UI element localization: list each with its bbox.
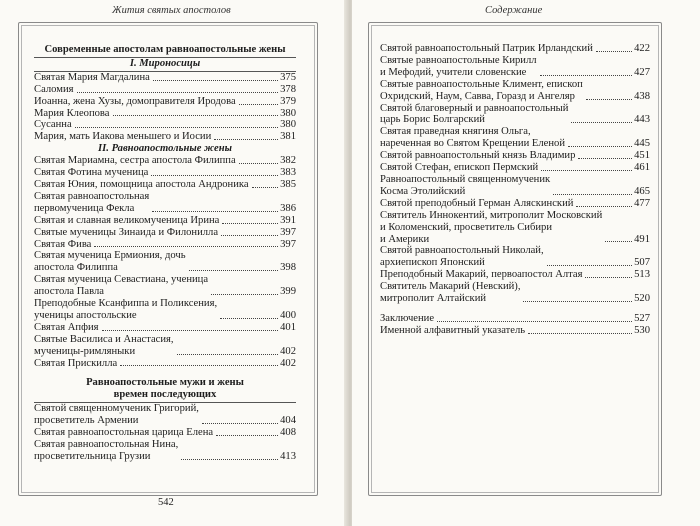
toc-entry xyxy=(34,96,296,108)
dot-leader xyxy=(576,206,632,207)
toc-entry-line: Святые равноапостольные Климент, епископ xyxy=(380,78,583,90)
dot-leader xyxy=(221,235,278,236)
toc-entry xyxy=(34,119,296,131)
toc-entry-line: Святой равноапостольный князь Владимир xyxy=(380,150,576,162)
toc-entry-page: 404 xyxy=(280,415,296,427)
running-head-right: Содержание xyxy=(485,5,543,16)
toc-entry-title xyxy=(34,131,211,143)
toc-entry-page: 527 xyxy=(634,312,650,324)
toc-entry-page: 379 xyxy=(280,95,296,107)
page-number: 542 xyxy=(158,497,174,508)
dot-leader xyxy=(94,246,278,247)
toc-entry xyxy=(380,174,650,198)
toc-entry-page: 380 xyxy=(280,119,296,131)
dot-leader xyxy=(152,211,278,212)
toc-entry-title xyxy=(34,250,186,274)
toc-entry-title xyxy=(380,174,550,198)
toc-entry xyxy=(34,427,296,439)
toc-entry-page: 461 xyxy=(634,162,650,174)
toc-entry xyxy=(380,198,650,210)
toc-entry xyxy=(380,313,650,325)
section-title: Современные апостолам равноапостольные жены xyxy=(44,44,286,55)
dot-leader xyxy=(77,92,279,93)
toc-entry xyxy=(34,298,296,322)
dot-leader xyxy=(75,127,278,128)
dot-leader xyxy=(578,158,632,159)
toc-entry-page: 477 xyxy=(634,197,650,209)
toc-entry-page: 422 xyxy=(634,43,650,54)
toc-entry-page: 383 xyxy=(280,167,296,179)
toc-entry-title xyxy=(380,210,602,246)
toc-entry-line: Мария, мать Иакова меньшего и Иосии xyxy=(34,131,212,143)
toc-entry-line: Святитель Макарий (Невский), xyxy=(380,281,521,293)
toc-entry-title xyxy=(34,72,150,84)
toc-entry-line: Святая мученица Ермиония, дочь xyxy=(34,250,186,262)
toc-entry-page: 380 xyxy=(280,107,296,119)
toc-entry-page: 397 xyxy=(280,226,296,238)
toc-group-equal-apostles xyxy=(34,155,296,369)
dot-leader xyxy=(102,330,279,331)
toc-entry xyxy=(34,439,296,463)
dot-leader xyxy=(202,423,278,424)
toc-entry-title xyxy=(34,179,249,191)
toc-entry-line: Святая равноапостольная Нина, xyxy=(34,439,179,450)
toc-entry-page: 402 xyxy=(280,345,296,357)
dot-leader xyxy=(540,75,633,76)
toc-entry-line: Святая Мариамна, сестра апостола Филиппа xyxy=(34,155,236,167)
toc-entry-title xyxy=(34,322,99,334)
toc-entry-title xyxy=(380,281,520,305)
toc-entry-line: Святой равноапостольный Николай, xyxy=(380,245,544,257)
toc-entry xyxy=(380,281,650,305)
toc-entry-line: Святой равноапостольный Патрик Ирландский xyxy=(380,43,593,54)
toc-entry-page: 400 xyxy=(280,309,296,321)
toc-entry-title xyxy=(34,227,218,239)
right-page xyxy=(352,0,700,526)
toc-entry-title xyxy=(34,215,219,227)
toc-entry-line: архиепископ Японский xyxy=(380,257,485,269)
toc-group-back-matter xyxy=(380,313,650,337)
toc-entry-line: Святая Юния, помощница апостола Андроника xyxy=(34,178,249,190)
toc-entry-line: Святые равноапостольные Кирилл xyxy=(380,54,537,66)
left-page xyxy=(0,0,348,526)
toc-entry-line: Святой благоверный и равноапостольный xyxy=(380,102,569,114)
toc-entry-page: 507 xyxy=(634,257,650,269)
dot-leader xyxy=(547,265,632,266)
toc-group-later xyxy=(34,403,296,463)
dot-leader xyxy=(239,163,278,164)
toc-entry xyxy=(34,403,296,427)
toc-entry-title xyxy=(34,119,72,131)
toc-entry-page: 399 xyxy=(280,286,296,298)
running-head-left: Жития святых апостолов xyxy=(112,5,231,16)
toc-entry-title xyxy=(34,403,199,427)
toc-entry-line: Святые мученицы Зинаида и Филонилла xyxy=(34,226,219,238)
toc-group-right xyxy=(380,43,650,305)
subsection-title-1: I. Мироносицы xyxy=(129,57,201,69)
toc-entry-title xyxy=(380,245,544,269)
toc-entry-line: мученицы-римляныки xyxy=(34,345,136,357)
toc-entry-line: Преподобный Макарий, первоапостол Алтая xyxy=(380,269,583,281)
toc-entry-page: 397 xyxy=(280,238,296,250)
toc-entry xyxy=(34,167,296,179)
toc-entry-title xyxy=(380,55,537,79)
toc-entry-line: Святитель Иннокентий, митрополит Московский xyxy=(380,209,603,221)
toc-entry-line: Равноапостольный священномученик xyxy=(380,173,551,185)
dot-leader xyxy=(222,223,278,224)
toc-entry-page: 438 xyxy=(634,90,650,102)
toc-entry-line: Охридский, Наум, Савва, Горазд и Ангеляр xyxy=(380,90,575,102)
toc-entry-page: 520 xyxy=(634,293,650,305)
toc-entry xyxy=(380,162,650,174)
toc-entry-line: Косма Этолийский xyxy=(380,185,466,197)
toc-entry-title xyxy=(380,198,573,210)
toc-entry-title xyxy=(380,269,582,281)
toc-entry-page: 530 xyxy=(634,324,650,336)
toc-entry-page: 402 xyxy=(280,357,296,369)
toc-entry xyxy=(380,126,650,150)
toc-entry xyxy=(34,84,296,96)
toc-entry-page: 382 xyxy=(280,155,296,167)
toc-entry-title xyxy=(34,155,236,167)
dot-leader xyxy=(151,175,278,176)
toc-entry-title xyxy=(380,103,568,127)
toc-entry-title xyxy=(34,108,110,120)
toc-right xyxy=(380,43,650,337)
toc-entry-title xyxy=(380,313,434,325)
toc-entry-title xyxy=(34,274,208,298)
toc-entry-line: Святые Василиса и Анастасия, xyxy=(34,333,174,345)
toc-entry-page: 465 xyxy=(634,185,650,197)
toc-entry-page: 445 xyxy=(634,138,650,150)
subsection-title-2: II. Равноапостольные жены xyxy=(98,143,232,155)
toc-entry xyxy=(34,334,296,358)
dot-leader xyxy=(214,139,278,140)
toc-entry xyxy=(380,325,650,337)
toc-entry xyxy=(380,245,650,269)
toc-entry-line: нареченная во Святом Крещении Еленой xyxy=(380,138,565,150)
toc-entry-title xyxy=(34,191,149,215)
toc-entry-page: 443 xyxy=(634,114,650,126)
toc-entry-line: Иоанна, жена Хузы, домоправителя Иродова xyxy=(34,95,236,107)
dot-leader xyxy=(596,51,632,52)
toc-entry-line: Святая равноапостольная царица Елена xyxy=(34,427,214,439)
toc-entry-title xyxy=(34,84,74,96)
toc-entry-line: Святая Фотина мученица xyxy=(34,167,149,179)
section-title-2-line-1: Равноапостольные мужи и жены xyxy=(86,377,244,389)
toc-entry xyxy=(380,150,650,162)
dot-leader xyxy=(211,294,278,295)
toc-entry-line: ученицы апостольские xyxy=(34,309,137,321)
toc-entry-page: 385 xyxy=(280,178,296,190)
toc-entry xyxy=(380,43,650,55)
dot-leader xyxy=(220,318,278,319)
toc-entry xyxy=(34,191,296,215)
toc-entry xyxy=(34,358,296,370)
dot-leader xyxy=(586,99,632,100)
dot-leader xyxy=(239,104,278,105)
toc-entry-page: 427 xyxy=(634,66,650,78)
toc-entry-line: Заключение xyxy=(380,312,435,324)
dot-leader xyxy=(585,277,632,278)
toc-entry-page: 451 xyxy=(634,150,650,162)
toc-entry-page: 378 xyxy=(280,83,296,95)
toc-left xyxy=(34,44,296,463)
dot-leader xyxy=(553,194,632,195)
toc-entry xyxy=(34,155,296,167)
dot-leader xyxy=(177,354,279,355)
toc-entry xyxy=(34,131,296,143)
toc-entry-line: Мария Клеопова xyxy=(34,107,110,119)
toc-entry-page: 398 xyxy=(280,262,296,274)
toc-entry xyxy=(380,55,650,79)
toc-entry-line: Святая Апфия xyxy=(34,321,99,333)
toc-entry-page: 391 xyxy=(280,214,296,226)
toc-entry-title xyxy=(380,325,525,337)
toc-entry-page: 381 xyxy=(280,131,296,143)
dot-leader xyxy=(181,459,278,460)
section-title-2 xyxy=(34,377,296,401)
toc-entry-title xyxy=(34,427,213,439)
toc-entry xyxy=(380,79,650,103)
toc-entry-page: 401 xyxy=(280,321,296,333)
toc-entry-line: Преподобные Ксанфиппа и Поликсения, xyxy=(34,298,218,310)
toc-entry-title xyxy=(34,334,174,358)
toc-entry-page: 413 xyxy=(280,450,296,462)
dot-leader xyxy=(605,241,632,242)
dot-leader xyxy=(216,435,278,436)
toc-entry-line: первомученица Фекла xyxy=(34,202,135,214)
toc-entry xyxy=(34,215,296,227)
toc-entry-line: просветитель Армении xyxy=(34,415,139,427)
dot-leader xyxy=(153,80,278,81)
toc-entry-line: Святая праведная княгиня Ольга, xyxy=(380,126,531,138)
toc-entry-line: Святая Прискилла xyxy=(34,357,118,369)
toc-entry-line: апостола Павла xyxy=(34,286,104,298)
toc-entry-page: 386 xyxy=(280,202,296,214)
dot-leader xyxy=(528,333,632,334)
toc-entry-line: Саломия xyxy=(34,83,74,95)
toc-entry-line: Сусанна xyxy=(34,119,72,131)
toc-entry-line: Святая мученица Севастиана, ученица xyxy=(34,274,209,286)
toc-entry xyxy=(380,269,650,281)
toc-entry-line: митрополит Алтайский xyxy=(380,293,487,305)
dot-leader xyxy=(113,115,279,116)
toc-entry-title xyxy=(34,239,91,251)
toc-entry-line: и Коломенский, просветитель Сибири xyxy=(380,221,552,233)
toc-entry-line: Святой Стефан, епископ Пермский xyxy=(380,162,539,174)
toc-entry-title xyxy=(380,79,583,103)
toc-entry-title xyxy=(380,162,538,174)
toc-entry-page: 513 xyxy=(634,269,650,281)
dot-leader xyxy=(541,170,632,171)
toc-entry-title xyxy=(34,298,217,322)
toc-entry xyxy=(34,108,296,120)
toc-entry-title xyxy=(380,126,565,150)
toc-entry-title xyxy=(34,358,117,370)
toc-entry-line: царь Борис Болгарский xyxy=(380,114,485,126)
toc-entry-title xyxy=(34,167,148,179)
toc-group-myrrhbearers xyxy=(34,72,296,143)
toc-entry xyxy=(380,210,650,246)
dot-leader xyxy=(120,365,278,366)
toc-entry-line: и Америки xyxy=(380,233,430,245)
toc-entry-line: Именной алфавитный указатель xyxy=(380,324,526,336)
dot-leader xyxy=(189,270,279,271)
toc-entry-title xyxy=(380,43,593,55)
toc-entry-page: 408 xyxy=(280,427,296,439)
toc-entry xyxy=(34,239,296,251)
dot-leader xyxy=(252,187,279,188)
toc-entry-line: Святая Мария Магдалина xyxy=(34,71,150,83)
toc-entry-line: Святая и славная великомученица Ирина xyxy=(34,214,220,226)
toc-entry-line: апостола Филиппа xyxy=(34,262,118,274)
toc-entry-line: Святая равноапостольная xyxy=(34,190,150,202)
toc-entry-line: Святой священномученик Григорий, xyxy=(34,403,199,415)
toc-entry xyxy=(34,72,296,84)
toc-entry-line: Святой преподобный Герман Аляскинский xyxy=(380,197,574,209)
toc-entry xyxy=(34,322,296,334)
section-title-2-line-2: времен последующих xyxy=(113,389,217,401)
toc-entry xyxy=(34,250,296,274)
toc-entry xyxy=(380,103,650,127)
toc-entry-line: просветительница Грузии xyxy=(34,450,151,462)
toc-entry-page: 491 xyxy=(634,233,650,245)
toc-entry xyxy=(34,274,296,298)
dot-leader xyxy=(571,122,632,123)
toc-entry-title xyxy=(34,439,178,463)
toc-entry xyxy=(34,179,296,191)
toc-entry-title xyxy=(380,150,575,162)
dot-leader xyxy=(523,301,632,302)
toc-entry-page: 375 xyxy=(280,71,296,83)
toc-entry xyxy=(34,227,296,239)
toc-entry-line: Святая Фива xyxy=(34,238,92,250)
dot-leader xyxy=(568,146,632,147)
toc-entry-title xyxy=(34,96,236,108)
dot-leader xyxy=(437,321,632,322)
toc-entry-line: и Мефодий, учители словенские xyxy=(380,66,527,78)
